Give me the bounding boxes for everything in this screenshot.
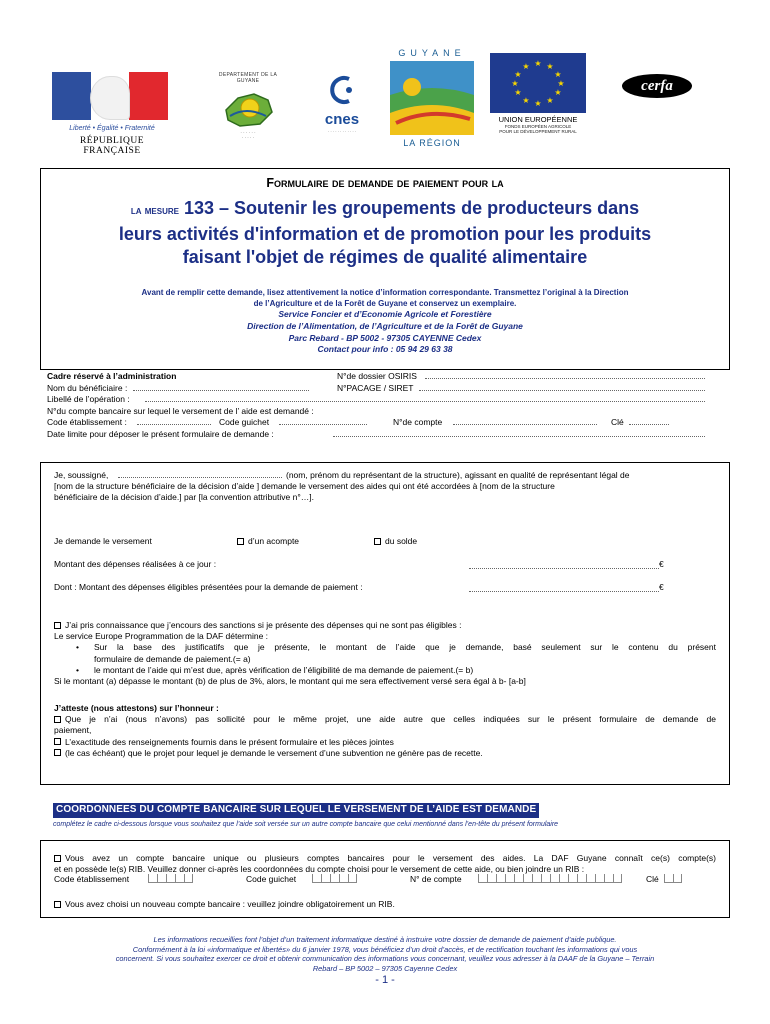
bank-details-section [40, 840, 730, 918]
privacy-line3: concernent. Si vous souhaitez exercer ce droit et obtenir communication des informations vous concernant, veuillez vous adresser à la DAAF de la Guyane – Terrain [115, 954, 655, 963]
service-address [41, 309, 729, 356]
attestation-item-2 [54, 737, 716, 748]
rib-code-guichet-field[interactable] [312, 874, 357, 886]
eu-fund-line2: POUR LE DÉVELOPPEMENT RURAL [499, 129, 577, 134]
declaration-section [40, 462, 730, 785]
marianne-icon [90, 76, 130, 120]
euro-symbol: € [659, 559, 664, 569]
svg-text:★: ★ [557, 79, 565, 88]
rib-numero-compte-label: N° de compte [410, 874, 462, 884]
cerfa-logo: cerfa [622, 74, 692, 98]
admin-reserved-section [47, 371, 707, 440]
svg-text:★: ★ [554, 88, 562, 97]
bullet-a-text: Sur la base des justificatifs que je présente, le montant de l’aide que je demande, basé seulement sur le contenu du présent [94, 642, 716, 653]
eu-fund-line1: FONDS EUROPÉEN AGRICOLE [504, 124, 572, 129]
attestation-item-3 [54, 748, 716, 759]
montant-depenses-label: Montant des dépenses réalisées à ce jour : [54, 559, 217, 569]
rib-code-etablissement-field[interactable] [148, 874, 193, 886]
montant-depenses-field[interactable] [469, 561, 659, 569]
rib-code-guichet-label: Code guichet [246, 874, 297, 884]
euro-symbol: € [659, 582, 664, 592]
privacy-line2: Conformément à la loi «informatique et libertés» du 6 janvier 1978, vous bénéficiez d’un droit d’accès, et de rectification touchant les informations qui vous [132, 944, 638, 954]
svg-text:★: ★ [546, 96, 554, 105]
service-europe-text: Le service Europe Programmation de la DAF détermine : [54, 631, 269, 642]
beneficiaire-field[interactable] [133, 383, 309, 391]
privacy-line4: Rebard – BP 5002 – 97305 Cayenne Cedex [312, 963, 458, 973]
direction-name: Direction de l’Alimentation, de l’Agriculture et de la Forêt de Guyane [247, 320, 523, 331]
svg-text:★: ★ [534, 59, 542, 68]
intro-line2: [nom de la structure bénéficiaire de la décision d’aide ] demande le versement des aides qui ont été accordées à [nom de la structure [54, 481, 555, 492]
admin-title: Cadre réservé à l’administration [47, 371, 177, 381]
pacage-field[interactable] [419, 383, 705, 391]
attestation-1-text: Que je n’ai (nous n’avons) pas sollicité pour le même projet, une aide autre que celles indiquées sur le présent formulaire de demande de [65, 714, 716, 725]
attestation-2-text: L’exactitude des renseignements fournis dans le présent formulaire et les pièces jointes [65, 736, 394, 747]
je-soussigne-label: Je, soussigné, [54, 470, 109, 480]
nouveau-compte-checkbox[interactable] [54, 901, 61, 908]
date-limite-label: Date limite pour déposer le présent formulaire de demande : [47, 428, 274, 439]
instructions-line2: de l’Agriculture et de la Forêt de Guyane et conservez un exemplaire. [253, 298, 517, 308]
service-name: Service Foncier et d’Economie Agricole et Forestière [278, 309, 492, 319]
attestation-3-checkbox[interactable] [54, 749, 61, 756]
numero-compte-field[interactable] [453, 417, 597, 425]
date-limite-field[interactable] [333, 429, 705, 437]
rib-numero-compte-field[interactable] [478, 874, 622, 886]
acompte-option[interactable] [237, 536, 299, 547]
cle-label: Clé [611, 417, 624, 427]
guyane-emblem-icon [390, 61, 474, 135]
acompte-label: d’un acompte [248, 536, 300, 546]
compte-existant-text: Vous avez un compte bancaire unique ou plusieurs comptes bancaires pour le versement des aides. La DAF Guyane connaît ce(s) compte(s) [65, 853, 716, 863]
cnes-logo [302, 75, 382, 134]
eu-name: UNION EUROPÉENNE [498, 115, 578, 124]
pacage-label: N°PACAGE / SIRET [337, 382, 414, 393]
form-title-line1: Formulaire de demande de paiement pour la [266, 176, 504, 190]
guyane-logo-title: GUYANE [398, 48, 466, 58]
bullet-icon: • [76, 642, 79, 653]
libelle-label: Libellé de l’opération : [47, 394, 130, 404]
cnes-caption: · · · · · · · · · · · · [327, 129, 357, 134]
sanctions-block [54, 620, 716, 687]
page-number: - 1 - [375, 974, 395, 986]
privacy-notice [40, 935, 730, 973]
svg-text:★: ★ [554, 70, 562, 79]
dept-logo-caption: · · · · · · · · · · · [240, 130, 256, 140]
department-map-icon [220, 90, 276, 128]
code-etablissement-label: Code établissement : [47, 417, 127, 427]
sanctions-text: J’ai pris connaissance que j’encours des sanctions si je présente des dépenses qui ne sont pas éligibles : [65, 620, 462, 630]
dept-logo-title: DEPARTEMENT DE LA GUYANE [218, 72, 278, 84]
solde-checkbox[interactable] [374, 538, 381, 545]
rib-cle-field[interactable] [664, 874, 682, 886]
cle-field[interactable] [629, 417, 669, 425]
beneficiaire-label: Nom du bénéficiaire : [47, 382, 128, 393]
solde-option[interactable] [374, 536, 417, 547]
demande-label: Je demande le versement [54, 536, 152, 546]
regle-penalite-text: Si le montant (a) dépasse le montant (b) de plus de 3%, alors, le montant qui me sera effectivement versé sera égal à b- [a-b] [54, 676, 526, 687]
bullet-b-text: le montant de l’aide qui m’est due, après vérification de l’éligibilité de ma demande de paiement.(= b) [94, 664, 474, 675]
svg-text:★: ★ [514, 70, 522, 79]
cnes-orbit-icon [327, 75, 357, 105]
logo-strip [40, 40, 730, 156]
attestation-1-checkbox[interactable] [54, 716, 61, 723]
guyane-logo-subtitle: LA RÉGION [403, 138, 461, 148]
compte-existant-block [54, 853, 716, 885]
montant-eligibles-label: Dont : Montant des dépenses éligibles présentées pour la demande de paiement : [54, 582, 363, 592]
union-europeenne-logo [486, 53, 590, 134]
osiris-label: N°de dossier OSIRIS [337, 371, 417, 381]
compte-existant-checkbox[interactable] [54, 855, 61, 862]
title-line4: faisant l'objet de régimes de qualité alimentaire [182, 247, 588, 267]
form-header [40, 168, 730, 370]
attestation-3-text: (le cas échéant) que le projet pour lequel je demande le versement d’une subvention ne génère pas de recette. [65, 747, 483, 758]
code-guichet-field[interactable] [279, 417, 367, 425]
instructions-line1: Avant de remplir cette demande, lisez attentivement la notice d’information correspondante. Transmettez l’original à la Direction [141, 288, 629, 297]
cnes-name: cnes [324, 111, 360, 128]
code-etablissement-field[interactable] [137, 417, 211, 425]
soussigne-name-field[interactable] [118, 470, 282, 478]
intro-text: (nom, prénom du représentant de la structure), agissant en qualité de représentant légal de [286, 470, 630, 480]
title-line3: leurs activités d'information et de promotion pour les produits [118, 224, 652, 244]
code-guichet-label: Code guichet [219, 417, 270, 427]
title-line2: 133 – Soutenir les groupements de producteurs dans [183, 198, 640, 218]
bullet-b [54, 665, 716, 676]
eu-flag-icon [490, 53, 586, 113]
attestation-item-1 [54, 714, 716, 725]
sanctions-checkbox[interactable] [54, 622, 61, 629]
region-guyane-logo [380, 48, 484, 148]
attestation-block [54, 703, 716, 759]
svg-text:★: ★ [534, 99, 542, 108]
nouveau-compte-text: Vous avez choisi un nouveau compte bancaire : veuillez joindre obligatoirement un RIB. [65, 899, 395, 909]
bullet-a-continued: formulaire de demande de paiement.(= a) [94, 653, 251, 664]
postal-address: Parc Rebard - BP 5002 - 97305 CAYENNE Cedex [288, 332, 482, 343]
compte-existant-text-2: et en possède le(s) RIB. Veuillez donner ci-après les coordonnées du compte choisi pour le versement de cette aide, ou bien joindre un RIB : [54, 863, 585, 874]
contact-phone: Contact pour info : 05 94 29 63 38 [317, 344, 453, 355]
montant-eligibles-field[interactable] [469, 584, 659, 592]
coordonnees-bancaires-subtitle: complétez le cadre ci-dessous lorsque vous souhaitez que l’aide soit versée sur un autre compte bancaire que celui mentionné dans l’en-tête du présent formulaire [53, 821, 559, 828]
form-instructions [47, 288, 723, 309]
svg-text:★: ★ [546, 62, 554, 71]
tricolor-flag-icon [52, 72, 168, 120]
privacy-line1: Les informations recueillies font l’objet d’un traitement informatique destiné à instruire votre dossier de demande de paiement d’aide publique. [153, 935, 617, 944]
rib-code-etablissement-label: Code établissement [54, 874, 130, 884]
eu-fund-caption [486, 124, 590, 134]
svg-text:★: ★ [522, 62, 530, 71]
rib-fields-row [54, 874, 716, 885]
osiris-field[interactable] [425, 371, 705, 379]
attestation-1-continued: paiement, [54, 725, 92, 736]
title-prefix: la mesure [130, 205, 179, 217]
rf-name: RÉPUBLIQUE FRANÇAISE [79, 136, 145, 156]
bullet-icon: • [76, 664, 79, 675]
rib-cle-label: Clé [646, 874, 659, 884]
form-title [41, 197, 729, 269]
rf-motto: Liberté • Égalité • Fraternité [69, 125, 155, 132]
attestation-2-checkbox[interactable] [54, 738, 61, 745]
coordonnees-bancaires-title: COORDONNEES DU COMPTE BANCAIRE SUR LEQUEL LE VERSEMENT DE L’AIDE EST DEMANDE [53, 803, 539, 818]
attestation-title: J’atteste (nous attestons) sur l’honneur : [54, 703, 219, 713]
svg-text:★: ★ [511, 79, 519, 88]
departement-guyane-logo [208, 72, 288, 140]
nouveau-compte-option [54, 899, 395, 910]
compte-bancaire-label: N°du compte bancaire sur lequel le versement de l’ aide est demandé : [47, 405, 314, 416]
solde-label: du solde [385, 536, 418, 546]
acompte-checkbox[interactable] [237, 538, 244, 545]
republique-francaise-logo [52, 72, 172, 156]
bullet-a [54, 642, 716, 653]
svg-text:★: ★ [514, 88, 522, 97]
intro-line3: bénéficiaire de la décision d’aide.] par [la convention attributive n°…]. [54, 492, 314, 503]
intro-paragraph [54, 470, 716, 504]
numero-compte-label: N°de compte [393, 417, 443, 427]
svg-text:★: ★ [522, 96, 530, 105]
libelle-field[interactable] [145, 394, 705, 402]
